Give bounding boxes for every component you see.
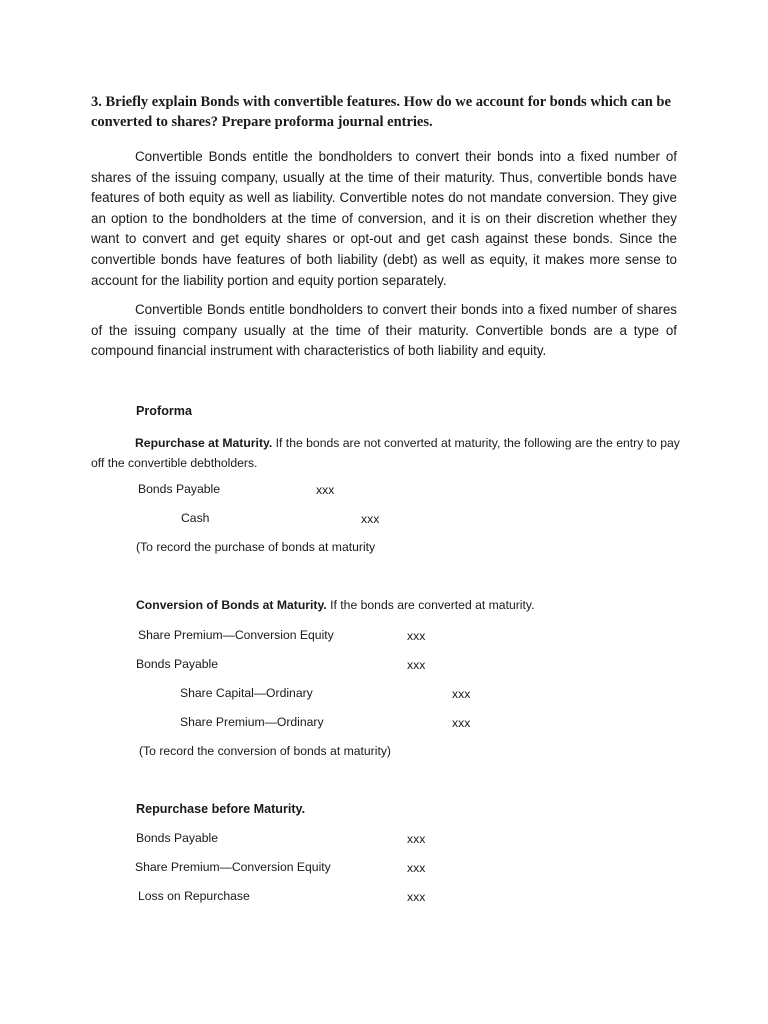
entry-note: (To record the purchase of bonds at maturity xyxy=(136,540,376,554)
journal-entry-amount: xxx xyxy=(452,687,471,701)
question-heading: 3. Briefly explain Bonds with convertible features. How do we account for bonds which can be converted to shares? Prepare proforma journal entries. xyxy=(91,94,671,130)
journal-entry-amount: xxx xyxy=(407,629,426,643)
repurchase-maturity-intro xyxy=(91,433,691,473)
paragraph-convertible-bonds: Convertible Bonds entitle the bondholders to convert their bonds into a fixed number of shares of the issuing company, usually at the time of their maturity. Thus, convertible bonds have features of both equity as well as liability. Convertible notes do not mandate conversion. They give an option to the bondholders at the time of conversion, and it is on their discretion whether they want to convert and get equity shares or opt-out and get cash against these bonds. Since the convertible bonds have features of both liability (debt) as well as equity, it makes more sense to account for the liability portion and equity portion separately. xyxy=(91,149,677,288)
repurchase-maturity-text: If the bonds are not converted at maturity, the following are the entry to pay off the convertible debtholders. xyxy=(91,436,680,470)
journal-entry-account: Share Premium—Ordinary xyxy=(180,715,324,729)
journal-entry-account: Share Premium—Conversion Equity xyxy=(138,628,334,642)
repurchase-maturity-heading: Repurchase at Maturity. xyxy=(135,436,273,450)
conversion-maturity-intro xyxy=(136,598,534,612)
journal-entry-amount: xxx xyxy=(316,483,335,497)
journal-entry-account: Bonds Payable xyxy=(138,482,220,496)
journal-entry-account: Bonds Payable xyxy=(136,657,218,671)
journal-entry-amount: xxx xyxy=(361,512,380,526)
journal-entry-amount: xxx xyxy=(452,716,471,730)
conversion-maturity-text: If the bonds are converted at maturity. xyxy=(326,598,535,612)
journal-entry-amount: xxx xyxy=(407,861,426,875)
entry-note: (To record the conversion of bonds at maturity) xyxy=(139,744,391,758)
journal-entry-account: Cash xyxy=(181,511,210,525)
journal-entry-account: Loss on Repurchase xyxy=(138,889,250,903)
repurchase-before-heading: Repurchase before Maturity. xyxy=(136,802,306,816)
conversion-maturity-heading: Conversion of Bonds at Maturity. xyxy=(136,598,327,612)
journal-entry-amount: xxx xyxy=(407,832,426,846)
journal-entry-account: Share Capital—Ordinary xyxy=(180,686,313,700)
journal-entry-account: Bonds Payable xyxy=(136,831,218,845)
journal-entry-account: Share Premium—Conversion Equity xyxy=(135,860,331,874)
paragraph-compound-instrument: Convertible Bonds entitle bondholders to convert their bonds into a fixed number of shares of the issuing company usually at the time of their maturity. Convertible bonds are a type of compound financial instrument with characteristics of both liability and equity. xyxy=(91,302,677,359)
proforma-heading: Proforma xyxy=(136,404,192,418)
journal-entry-amount: xxx xyxy=(407,658,426,672)
journal-entry-amount: xxx xyxy=(407,890,426,904)
